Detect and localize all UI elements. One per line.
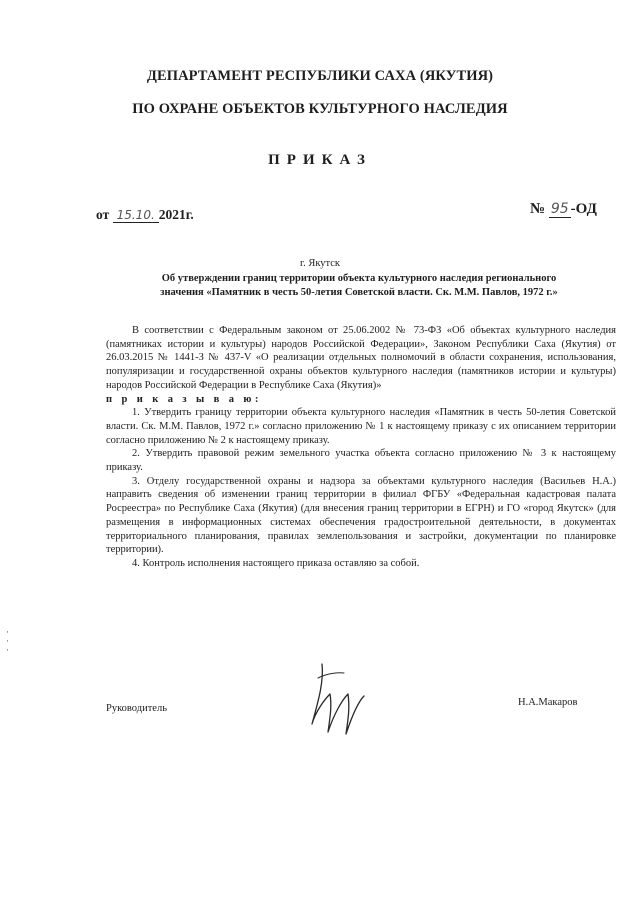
order-item-3: 3. Отделу государственной охраны и надзора за объектами культурного наследия (Васильев Н.А.) направить сведения об изменении границ территории в филиал ФГБУ «Федеральная кадастровая палата Росреестра» по Республике Саха (Якутия) (для внесения границ территории в ЕГРН) и ГО «город Якутск» (для размещения в информационных системах обеспечения градостроительной деятельности, в документах территориального планирования, правилах землепользования и застройки, документации по планировке территории).: [106, 475, 616, 556]
order-number: [530, 201, 597, 218]
date-prefix: от: [96, 207, 110, 222]
order-item-1: 1. Утвердить границу территории объекта культурного наследия «Памятник в честь 50-летия Советской власти. Ск. М.М. Павлов, 1972 г.» согласно приложению № 1 к настоящему приказу с их описанием территории согласно приложению № 2 к настоящему приказу.: [106, 407, 616, 446]
order-date: [96, 207, 194, 223]
number-prefix: №: [530, 201, 546, 217]
date-suffix: 2021г.: [158, 207, 194, 222]
city: г. Якутск: [299, 258, 341, 269]
number-suffix: -ОД: [570, 201, 597, 217]
subject-line2: значения «Памятник в честь 50-летия Советской власти. Ск. М.М. Павлов, 1972 г.»: [160, 287, 558, 298]
department-title-line2: ПО ОХРАНЕ ОБЪЕКТОВ КУЛЬТУРНОГО НАСЛЕДИЯ: [132, 101, 508, 117]
order-word: п р и к а з ы в а ю:: [106, 393, 262, 405]
order-body: [106, 324, 616, 571]
document-title: ПРИКАЗ: [268, 152, 372, 168]
order-subject: [108, 272, 610, 300]
department-title-line1: ДЕПАРТАМЕНТ РЕСПУБЛИКИ САХА (ЯКУТИЯ): [146, 68, 494, 84]
preamble-paragraph: В соответствии с Федеральным законом от 25.06.2002 № 73-ФЗ «Об объектах культурного наследия (памятниках истории и культуры) народов Российской Федерации», Законом Республики Саха (Якутия) от 26.03.2015 № 1441-З № 437-V «О реализации отдельных полномочий в области сохранения, использования, популяризации и государственной охраны объектов культурного наследия (памятников истории и культуры) народов Российской Федерации в Республике Саха (Якутия)»: [106, 325, 616, 391]
number-value: 95: [550, 201, 569, 217]
order-item-4: 4. Контроль исполнения настоящего приказа оставляю за собой.: [132, 557, 420, 569]
order-item-2: 2. Утвердить правовой режим земельного участка объекта согласно приложению № 3 к настоящему приказу.: [106, 448, 616, 474]
signatory-name: Н.А.Макаров: [518, 697, 578, 708]
date-value: 15.10.: [113, 208, 159, 223]
margin-mark: · · ·: [6, 627, 9, 655]
handwritten-signature: [300, 654, 382, 738]
subject-line1: Об утверждении границ территории объекта культурного наследия регионального: [161, 273, 557, 284]
signatory-role: Руководитель: [106, 703, 167, 714]
